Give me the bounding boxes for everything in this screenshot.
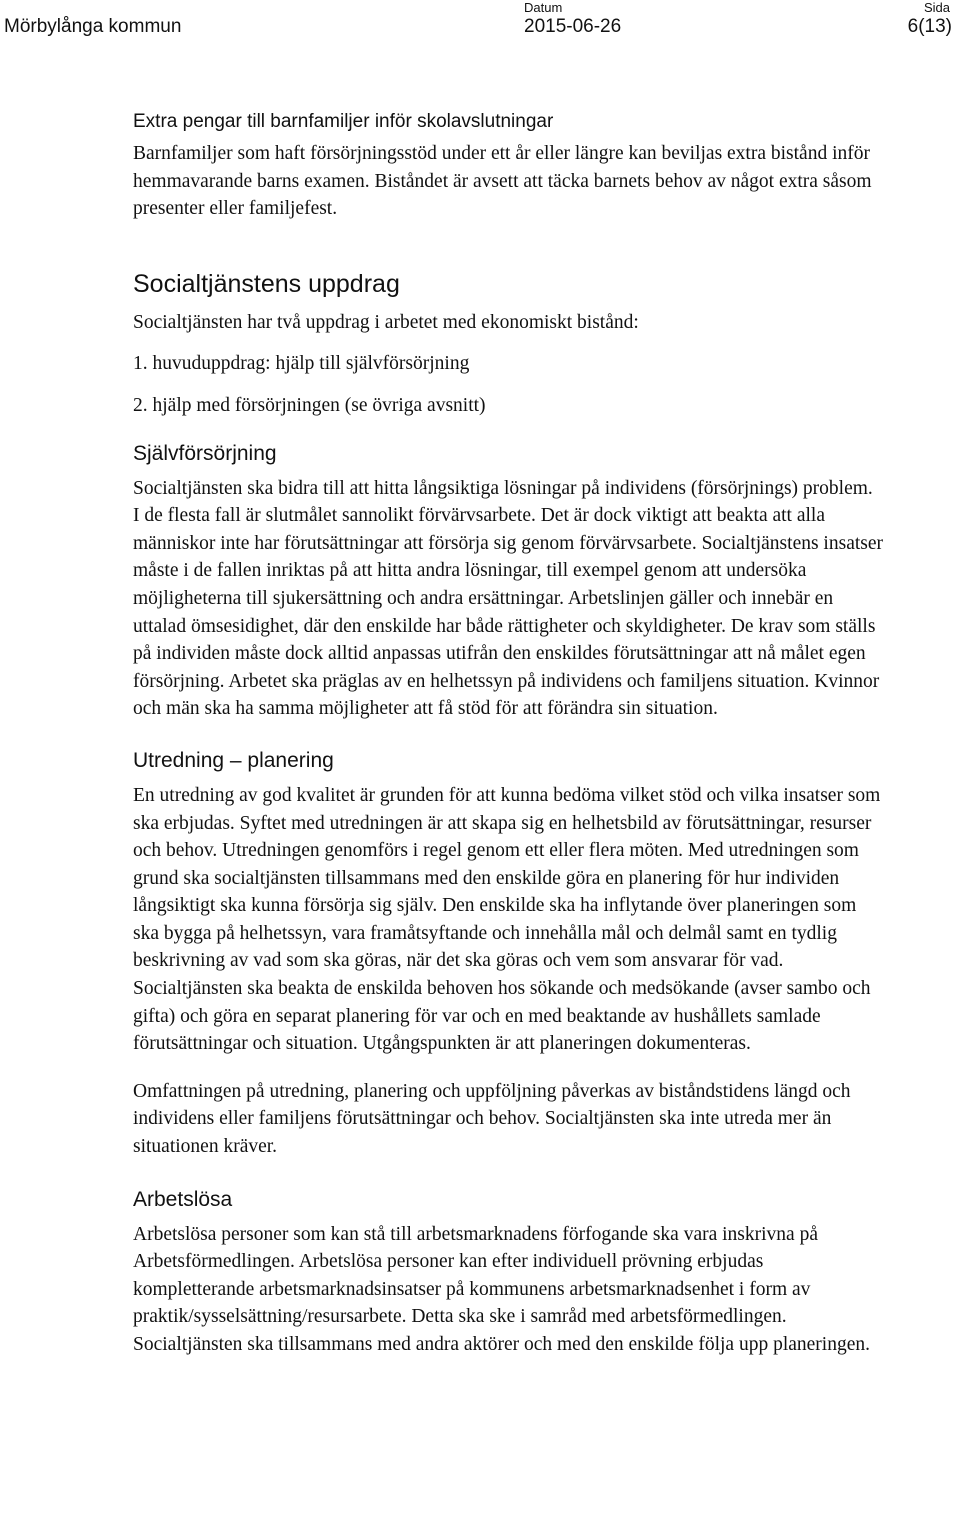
document-body (133, 108, 883, 1359)
paragraph-self-support: Socialtjänsten ska bidra till att hitta långsiktiga lösningar på individens (försörjnings) problem. I de flesta fall är slutmålet sannolikt förvärvsarbete. Det är dock viktigt att beakta att alla människor inte har förutsättningar att försörja sig genom förvärvsarbete. Socialtjänstens insatser måste i de fallen inriktas på att hitta andra lösningar, till exempel genom att undersöka möjligheterna till sjukersättning och andra ersättningar. Arbetslinjen gäller och innebär en uttalad ömsesidighet, där den enskilde har både rättigheter och skyldigheter. De krav som ställs på individen måste dock alltid anpassas utifrån den enskildes förutsättningar att nå målet egen försörjning. Arbetet ska präglas av en helhetssyn på individens och familjens situation. Kvinnor och män ska ha samma möjligheter att få stöd för att förändra sin situation. (133, 477, 883, 720)
page-label: Sida (923, 0, 950, 15)
paragraph-investigation-1: En utredning av god kvalitet är grunden för att kunna bedöma vilket stöd och vilka insatser som ska erbjudas. Syftet med utredningen är att skapa sig en helhetsbild av förutsättningar, resurser och behov. Utredningen genomförs i regel genom ett eller flera möten. Med utredningen som grund ska socialtjänsten tillsammans med den enskilde göra en planering för hur individen långsiktigt ska kunna försörja sig själv. Den enskilde ska ha inflytande över planeringen som ska bygga på helhetssyn, vara framåtsyftande och innehålla mål och delmål samt en tydlig beskrivning av vad som ska göras, när det ska göras och vem som ansvarar för vad. Socialtjänsten ska beakta de enskilda behoven hos sökande och medsökande (avser sambo och gifta) och göra en separat planering för var och en med beaktande av hushållets samlade förutsättningar och situation. Utgångspunkten är att planeringen dokumenteras. (133, 784, 881, 1055)
heading-extra-money: Extra pengar till barnfamiljer inför skolavslutningar (133, 111, 554, 132)
list-item-mission-1: 1. huvuduppdrag: hjälp till självförsörjning (133, 353, 470, 375)
heading-unemployed: Arbetslösa (133, 1187, 233, 1211)
heading-mission: Socialtjänstens uppdrag (133, 269, 400, 298)
organization-name: Mörbylånga kommun (4, 16, 182, 37)
paragraph-mission-intro: Socialtjänsten har två uppdrag i arbetet med ekonomiskt bistånd: (133, 311, 639, 333)
heading-investigation: Utredning – planering (133, 748, 334, 772)
document-date: 2015-06-26 (524, 16, 622, 37)
paragraph-investigation-2: Omfattningen på utredning, planering och uppföljning påverkas av biståndstidens längd och individens eller familjens förutsättningar och behov. Socialtjänsten ska inte utreda mer än situationen kräver. (133, 1080, 851, 1158)
section-mission (133, 267, 883, 420)
page-header (0, 0, 960, 44)
section-extra-money (133, 108, 883, 223)
section-investigation (133, 746, 883, 1161)
section-unemployed (133, 1185, 883, 1359)
list-item-mission-2: 2. hjälp med försörjningen (se övriga avsnitt) (133, 394, 486, 416)
paragraph-unemployed: Arbetslösa personer som kan stå till arbetsmarknadens förfogande ska vara inskrivna på Arbetsförmedlingen. Arbetslösa personer kan efter individuell prövning erbjudas kompletterande arbetsmarknadsinsatser på kommunens arbetsmarknadsenhet i form av praktik/sysselsättning/resursarbete. Detta ska ske i samråd med arbetsförmedlingen. Socialtjänsten ska tillsammans med andra aktörer och med den enskilde följa upp planeringen. (133, 1223, 870, 1355)
page-number: 6(13) (907, 16, 952, 37)
paragraph-extra-money: Barnfamiljer som haft försörjningsstöd under ett år eller längre kan beviljas extra bistånd inför hemmavarande barns examen. Biståndet är avsett att täcka barnets behov av något extra såsom presenter eller familjefest. (133, 143, 872, 220)
heading-self-support: Självförsörjning (133, 441, 277, 465)
section-self-support (133, 439, 883, 723)
date-label: Datum (524, 0, 563, 15)
